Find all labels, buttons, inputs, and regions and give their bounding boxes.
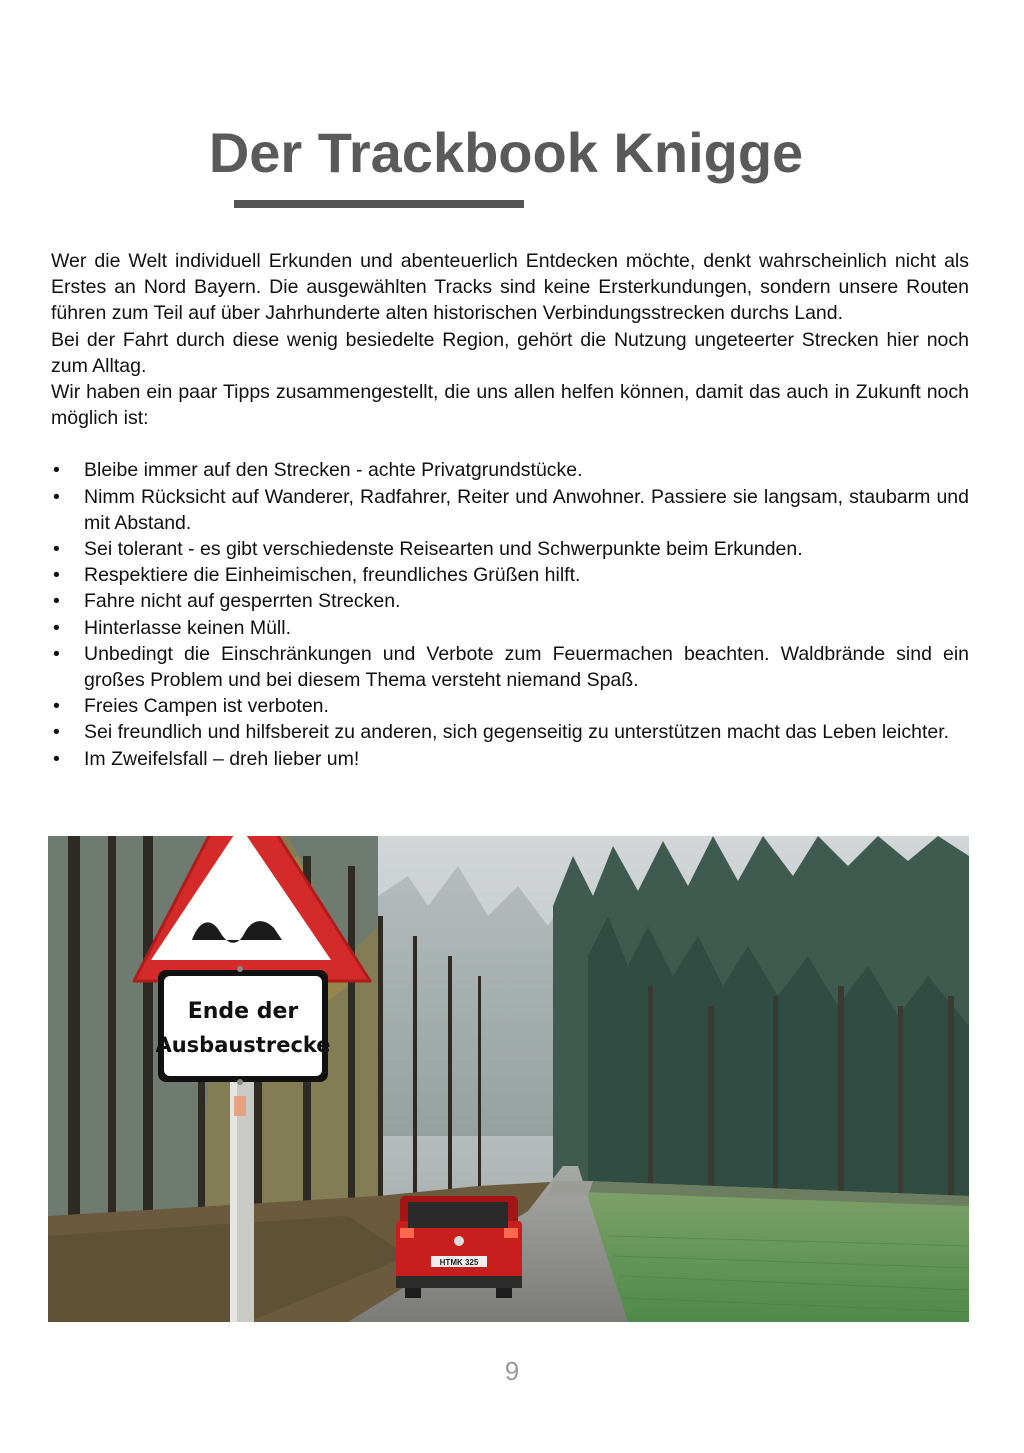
list-item [51,719,969,745]
bullet-icon: • [53,721,60,744]
bullet-icon: • [53,616,60,639]
van-illustration [396,1196,522,1298]
intro-paragraph: Wer die Welt individuell Erkunden und abenteuerlich Entdecken möchte, denkt wahrscheinlich nicht als Erstes an Nord Bayern. Die ausgewählten Tracks sind keine Ersterkundungen, sondern unsere Routen führen zum Teil auf über Jahrhunderte alten historischen Verbindungsstrecken durchs Land. [51,250,969,325]
list-item [51,562,969,588]
sign-text-line2: Ausbaustrecke [155,1033,331,1057]
bullet-icon: • [53,747,60,770]
list-item [51,641,969,693]
list-item [51,693,969,719]
list-item-text: Freies Campen ist verboten. [84,695,329,718]
list-item-text: Hinterlasse keinen Müll. [84,616,292,639]
van-license-plate: HTMK 325 [439,1258,479,1267]
page-title: Der Trackbook Knigge [208,121,804,184]
list-item [51,536,969,562]
bullet-icon: • [53,459,60,482]
list-item-text: Respektiere die Einheimischen, freundliches Grüßen hilft. [84,564,581,587]
list-item-text: Nimm Rücksicht auf Wanderer, Radfahrer, Reiter und Anwohner. Passiere sie langsam, staubarm und mit Abstand. [84,485,969,534]
bullet-icon: • [53,590,60,613]
list-item-text: Bleibe immer auf den Strecken - achte Privatgrundstücke. [84,459,583,482]
bullet-icon: • [53,695,60,718]
list-item [51,615,969,641]
list-item-text: Im Zweifelsfall – dreh lieber um! [84,747,360,770]
paragraph-spacer [51,431,969,457]
forest-road-photo [48,836,969,1322]
list-item-text: Fahre nicht auf gesperrten Strecken. [84,590,401,613]
bullet-icon: • [53,564,60,587]
ende-der-ausbaustrecke-sign [158,966,328,1085]
list-item [51,746,969,772]
bullet-icon: • [53,538,60,561]
list-item [51,588,969,614]
page-number: 9 [504,1356,520,1386]
list-item-text: Sei tolerant - es gibt verschiedenste Reisearten und Schwerpunkte beim Erkunden. [84,538,803,561]
rules-list [51,457,969,771]
list-item [51,457,969,483]
intro-paragraph: Wir haben ein paar Tipps zusammengestellt, die uns allen helfen können, damit das auch in Zukunft noch möglich ist: [51,381,969,430]
bullet-icon: • [53,485,60,508]
bullet-icon: • [53,642,60,665]
list-item-text: Unbedingt die Einschränkungen und Verbote zum Feuermachen beachten. Waldbrände sind ein großes Problem und bei diesem Thema versteht niemand Spaß. [84,642,969,692]
main-text [51,248,969,772]
intro-paragraph: Bei der Fahrt durch diese wenig besiedelte Region, gehört die Nutzung ungeteerter Strecken hier noch zum Alltag. [51,328,969,377]
sign-text-line1: Ende der [187,999,299,1024]
list-item-text: Sei freundlich und hilfsbereit zu anderen, sich gegenseitig zu unterstützen macht das Leben leichter. [84,721,950,744]
list-item [51,484,969,536]
title-underline [234,200,524,208]
